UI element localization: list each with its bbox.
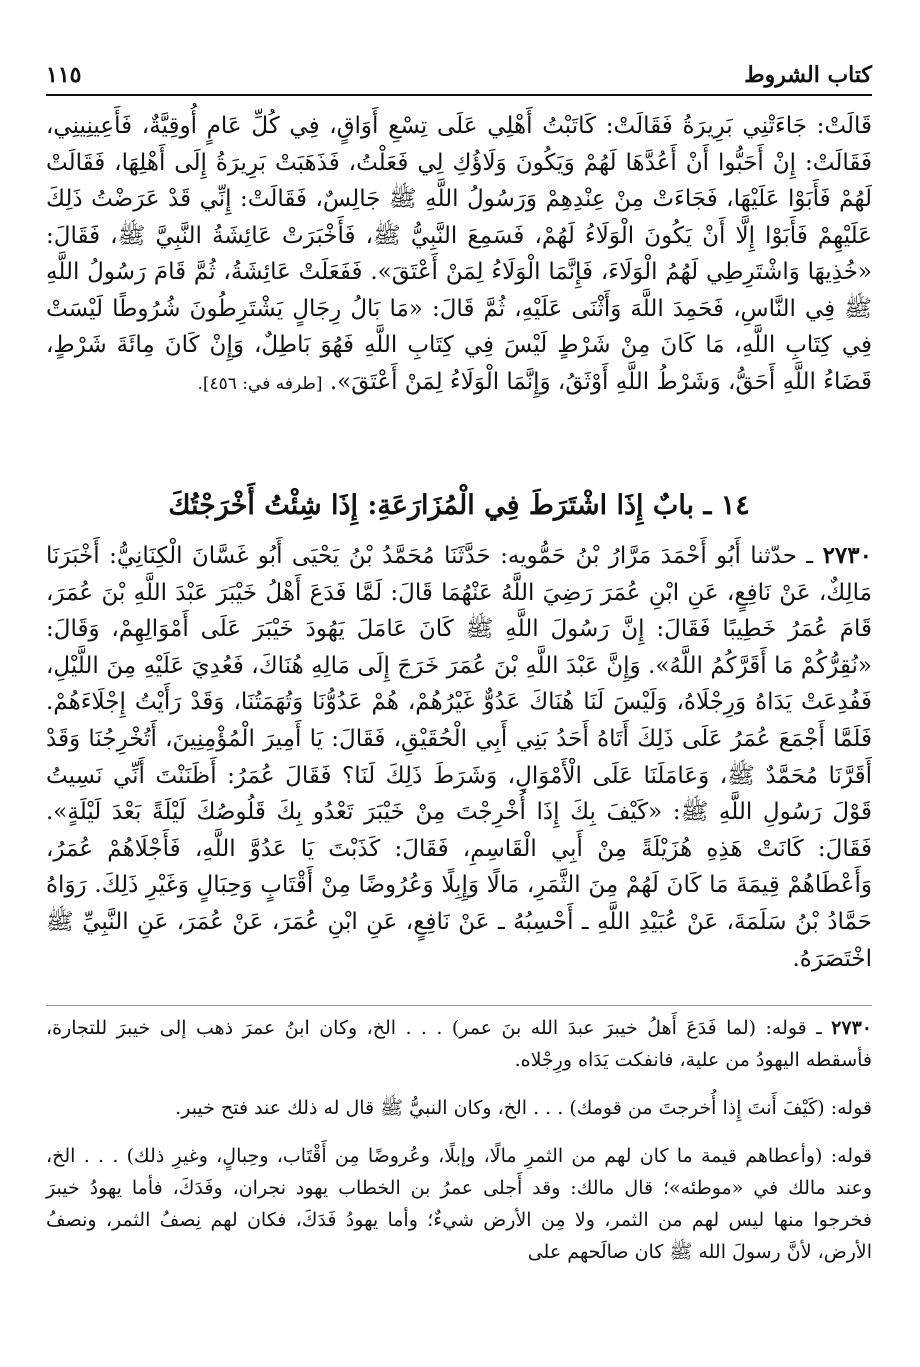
hadith-block [46, 538, 872, 977]
commentary-note-2: قوله: (كَيْفَ أَنتَ إِذا أُخرجتَ من قومك) . . . الخ، وكان النبيُّ ﷺ قال له ذلك عند فتح خيبر. [175, 1097, 872, 1119]
commentary-note-3: قوله: (وأعطاهم قيمة ما كان لهم من الثمرِ مالًا، وإبلًا، وعُروضًا مِن أَقْتَاب، وحِبالٍ، وغيرِ ذلك) . . . الخ، وعند مالك في «موطئه»؛ قال مالك: وقد أَجلى عمرُ بن الخطاب يهود نجران، وفَدَكَ، فأما يهودُ خيبرَ فخرجوا منها ليس لهم من الثمر، ولا مِن الأرض شيءٌ؛ وأما يهودُ فَدَكَ، فكان لهم نِصفُ الثمر، ونصفُ الأرض، لأنَّ رسولَ الله ﷺ كان صالَحهم على [46, 1145, 872, 1263]
running-title: كتاب الشروط [744, 62, 872, 88]
main-text-block [46, 108, 872, 402]
hadith-number: ٢٧٣٠ [822, 542, 872, 569]
note-number: ٢٧٣٠ [831, 1017, 872, 1039]
page-header [46, 56, 872, 96]
hadith-body: ـ حدّثنا أَبُو أَحْمَدَ مَرَّارُ بْنُ حَمُّويه: حَدَّثَنَا مُحَمَّدُ بْنُ يَحْيَى أَبُو غَسَّانَ الْكِنَانِيُّ: أَخْبَرَنَا مَالِكٌ، عَنْ نَافِعٍ، عَنِ ابْنِ عُمَرَ رَضِيَ اللَّهُ عَنْهُمَا قَالَ: لَمَّا فَدَعَ أَهْلُ خَيْبَرَ عَبْدَ اللَّهِ بْنَ عُمَرَ، قَامَ عُمَرُ خَطِيبًا فَقَالَ: إِنَّ رَسُولَ اللَّهِ ﷺ كَانَ عَامَلَ يَهُودَ خَيْبَرَ عَلَى أَمْوَالِهِمْ، وَقَالَ: «نُقِرُّكُمْ مَا أَقَرَّكُمُ اللَّهُ». وَإِنَّ عَبْدَ اللَّهِ بْنَ عُمَرَ خَرَجَ إِلَى مَالِهِ هُنَاكَ، فَعُدِيَ عَلَيْهِ مِنَ اللَّيْلِ، فَفُدِعَتْ يَدَاهُ وَرِجْلَاهُ، وَلَيْسَ لَنَا هُنَاكَ عَدُوٌّ غَيْرُهُمْ، هُمْ عَدُوُّنَا وَتُهَمَتُنَا، وَقَدْ رَأَيْتُ إِجْلَاءَهُمْ. فَلَمَّا أَجْمَعَ عُمَرُ عَلَى ذَلِكَ أَتَاهُ أَحَدُ بَنِي أَبِي الْحُقَيْقِ، فَقَالَ: يَا أَمِيرَ الْمُؤْمِنِينَ، أَتُخْرِجُنَا وَقَدْ أَقَرَّنَا مُحَمَّدٌ ﷺ، وَعَامَلَنَا عَلَى الْأَمْوَالِ، وَشَرَطَ ذَلِكَ لَنَا؟ فَقَالَ عُمَرُ: أَظَنَنْتَ أَنِّي نَسِيتُ قَوْلَ رَسُولِ اللَّهِ ﷺ: «كَيْفَ بِكَ إِذَا أُخْرِجْتَ مِنْ خَيْبَرَ تَعْدُو بِكَ قَلُوصُكَ لَيْلَةً بَعْدَ لَيْلَةٍ». فَقَالَ: كَانَتْ هَذِهِ هُزَيْلَةً مِنْ أَبِي الْقَاسِمِ، فَقَالَ: كَذَبْتَ يَا عَدُوَّ اللَّهِ، فَأَجْلَاهُمْ عُمَرُ، وَأَعْطَاهُمْ قِيمَةَ مَا كَانَ لَهُمْ مِنَ الثَّمَرِ، مَالًا وَإِبِلًا وَعُرُوضًا مِنْ أَقْتَابٍ وَحِبَالٍ وَغَيْرِ ذَلِكَ. رَوَاهُ حَمَّادُ بْنُ سَلَمَةَ، عَنْ عُبَيْدِ اللَّهِ ـ أَحْسِبُهُ ـ عَنْ نَافِعٍ، عَنِ ابْنِ عُمَرَ، عَنْ عُمَرَ، عَنِ النَّبِيِّ ﷺ اخْتَصَرَهُ. [46, 543, 872, 972]
page-number: ١١٥ [46, 62, 82, 88]
commentary-block [46, 1012, 872, 1268]
hadith-paragraph [46, 538, 872, 977]
cross-reference: [طرفه في: ٤٥٦]. [197, 373, 323, 394]
commentary-note-1 [46, 1012, 872, 1076]
note-text: ـ قوله: (لما فَدَعَ أَهلُ خيبرَ عبدَ الله بنَ عمر) . . . الخ، وكان ابنُ عمرَ ذهب إلى خيبرَ للتجارة، فأسقطه اليهودُ من علية، فانفكت يَدَاه ورِجْلاه. [46, 1017, 872, 1071]
main-body: قَالَتْ: جَاءَتْنِي بَرِيرَةُ فَقَالَتْ: كَاتَبْتُ أَهْلِي عَلَى تِسْعِ أَوَاقٍ، فِي كُلِّ عَامٍ أُوقِيَّةٌ، فَأَعِينِينِي، فَقَالَتْ: إِنْ أَحَبُّوا أَنْ أَعُدَّهَا لَهُمْ وَيَكُونَ وَلَاؤُكِ لِي فَعَلْتُ، فَذَهَبَتْ بَرِيرَةُ إِلَى أَهْلِهَا، فَقَالَتْ لَهُمْ فَأَبَوْا عَلَيْهَا، فَجَاءَتْ مِنْ عِنْدِهِمْ وَرَسُولُ اللَّهِ ﷺ جَالِسٌ، فَقَالَتْ: إِنِّي قَدْ عَرَضْتُ ذَلِكَ عَلَيْهِمْ فَأَبَوْا إِلَّا أَنْ يَكُونَ الْوَلَاءُ لَهُمْ، فَسَمِعَ النَّبِيُّ ﷺ، فَأَخْبَرَتْ عَائِشَةُ النَّبِيَّ ﷺ، فَقَالَ: «خُذِيهَا وَاشْتَرِطِي لَهُمُ الْوَلَاءَ، فَإِنَّمَا الْوَلَاءُ لِمَنْ أَعْتَقَ». فَفَعَلَتْ عَائِشَةُ، ثُمَّ قَامَ رَسُولُ اللَّهِ ﷺ فِي النَّاسِ، فَحَمِدَ اللَّهَ وَأَثْنَى عَلَيْهِ، ثُمَّ قَالَ: «مَا بَالُ رِجَالٍ يَشْتَرِطُونَ شُرُوطًا لَيْسَتْ فِي كِتَابِ اللَّهِ، مَا كَانَ مِنْ شَرْطٍ لَيْسَ فِي كِتَابِ اللَّهِ فَهُوَ بَاطِلٌ، وَإِنْ كَانَ مِائَةَ شَرْطٍ، قَضَاءُ اللَّهِ أَحَقُّ، وَشَرْطُ اللَّهِ أَوْثَقُ، وَإِنَّمَا الْوَلَاءُ لِمَنْ أَعْتَقَ». [46, 113, 872, 395]
chapter-heading: ١٤ ـ بابٌ إِذَا اشْتَرَطَ فِي الْمُزَارَعَةِ: إِذَا شِئْتُ أَخْرَجْتُكَ [168, 490, 750, 521]
main-paragraph [46, 108, 872, 402]
section-divider [46, 1005, 872, 1006]
